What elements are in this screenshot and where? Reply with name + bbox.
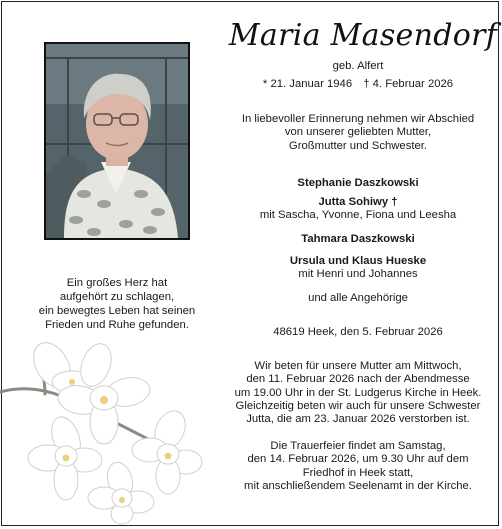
intro-line: Großmutter und Schwester.	[288, 139, 428, 152]
quote-line: Ein großes Herz hat	[66, 277, 168, 289]
other-relatives: und alle Angehörige	[308, 292, 408, 304]
quote-line: ein bewegtes Leben hat seinen	[38, 305, 196, 317]
quote-line: Frieden und Ruhe gefunden.	[45, 319, 189, 331]
funeral-line: Die Trauerfeier findet am Samstag,	[270, 440, 446, 452]
service-line: den 11. Februar 2026 nach der Abendmesse	[246, 373, 470, 386]
portrait-photo	[44, 42, 190, 240]
intro-text	[218, 113, 498, 153]
memorial-quote	[22, 276, 212, 332]
mourner-2-family: mit Sascha, Yvonne, Fiona und Leesha	[259, 209, 457, 221]
funeral-line: den 14. Februar 2026, um 9.30 Uhr auf dem	[247, 453, 469, 466]
funeral-line: Friedhof in Heek statt,	[302, 466, 414, 479]
prayer-service-text	[218, 360, 498, 426]
life-dates	[218, 78, 498, 91]
intro-line: In liebevoller Erinnerung nehmen wir Abschied	[241, 113, 475, 125]
service-line: Wir beten für unsere Mutter am Mittwoch,	[254, 360, 462, 372]
service-line: Gleichzeitig beten wir auch für unsere Schwester	[235, 399, 481, 412]
mourner-4-family: mit Henri und Johannes	[298, 268, 418, 280]
quote-line: aufgehört zu schlagen,	[59, 291, 175, 303]
funeral-line: mit anschließendem Seelenamt in der Kirche.	[244, 479, 472, 492]
mourner-4: Ursula und Klaus Hueske	[289, 255, 427, 267]
intro-line: von unserer geliebten Mutter,	[284, 126, 432, 139]
birth-date: * 21. Januar 1946	[262, 78, 353, 90]
service-line: um 19.00 Uhr in der St. Ludgerus Kirche in Heek.	[234, 386, 482, 399]
funeral-text	[218, 440, 498, 493]
deceased-name: Maria Masendorf	[228, 18, 498, 53]
death-date: † 4. Februar 2026	[363, 78, 454, 90]
mourner-3: Tahmara Daszkowski	[301, 233, 415, 245]
orchid-flower-illustration	[0, 330, 215, 525]
service-line: Jutta, die am 23. Januar 2026 verstorben ist.	[246, 413, 470, 426]
place-date: 48619 Heek, den 5. Februar 2026	[273, 326, 443, 338]
mourner-2: Jutta Sohiwy †	[318, 196, 398, 208]
mourner-1: Stephanie Daszkowski	[297, 177, 419, 189]
birth-name: geb. Alfert	[332, 60, 384, 72]
